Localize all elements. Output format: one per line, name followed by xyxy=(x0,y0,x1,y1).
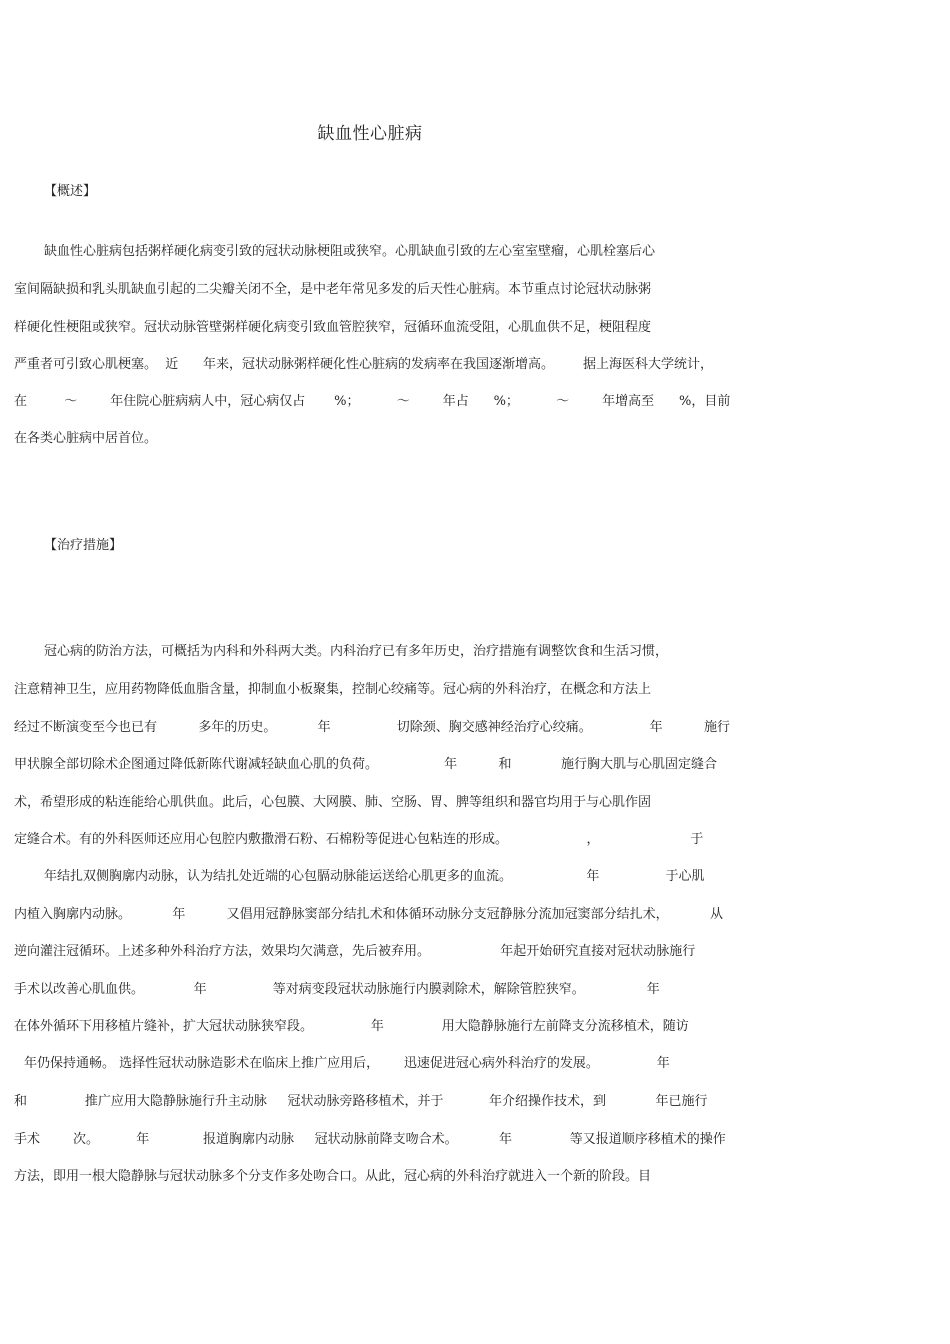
paragraph-line: 定缝合术。有的外科医师还应用心包腔内敷撒滑石粉、石棉粉等促进心包粘连的形成。 ， 于 xyxy=(14,832,704,847)
paragraph-line: 经过不断演变至今也已有 多年的历史。 年 切除颈、胸交感神经治疗心绞痛。 年 施行 xyxy=(14,720,730,735)
document-title: 缺血性心脏病 xyxy=(317,124,423,144)
paragraph-line: 和 推广应用大隐静脉施行升主动脉 冠状动脉旁路移植术，并于 年介绍操作技术，到 年已施行 xyxy=(14,1094,708,1109)
paragraph-line: 严重者可引致心肌梗塞。 近 年来，冠状动脉粥样硬化性心脏病的发病率在我国逐渐增高。 据上海医科大学统计， xyxy=(14,357,713,372)
paragraph-line: 逆向灌注冠循环。上述多种外科治疗方法，效果均欠满意，先后被弃用。 年起开始研究直接对冠状动脉施行 xyxy=(14,944,696,959)
paragraph-line: 年仍保持通畅。 选择性冠状动脉造影术在临床上推广应用后， 迅速促进冠心病外科治疗的发展。 年 xyxy=(24,1056,670,1071)
section-heading-treatment: 【治疗措施】 xyxy=(44,538,123,553)
paragraph-line: 冠心病的防治方法，可概括为内科和外科两大类。内科治疗已有多年历史，治疗措施有调整饮食和生活习惯， xyxy=(44,644,669,659)
paragraph-line: 手术 次。 年 报道胸廓内动脉 冠状动脉前降支吻合术。 年 等又报道顺序移植术的操作 xyxy=(14,1132,726,1147)
paragraph-line: 注意精神卫生，应用药物降低血脂含量，抑制血小板聚集，控制心绞痛等。冠心病的外科治疗，在概念和方法上 xyxy=(14,682,652,697)
paragraph-line: 样硬化性梗阻或狭窄。冠状动脉管壁粥样硬化病变引致血管腔狭窄，冠循环血流受阻，心肌血供不足，梗阻程度 xyxy=(14,320,652,335)
paragraph-line: 缺血性心脏病包括粥样硬化病变引致的冠状动脉梗阻或狭窄。心肌缺血引致的左心室室壁瘤，心肌栓塞后心 xyxy=(44,244,656,259)
paragraph-line: 方法，即用一根大隐静脉与冠状动脉多个分支作多处吻合口。从此，冠心病的外科治疗就进入一个新的阶段。目 xyxy=(14,1169,652,1184)
paragraph-line: 甲状腺全部切除术企图通过降低新陈代谢减轻缺血心肌的负荷。 年 和 施行胸大肌与心肌固定缝合 xyxy=(14,757,718,772)
paragraph-line: 手术以改善心肌血供。 年 等对病变段冠状动脉施行内膜剥除术，解除管腔狭窄。 年 xyxy=(14,982,660,997)
paragraph-line: 在体外循环下用移植片缝补，扩大冠状动脉狭窄段。 年 用大隐静脉施行左前降支分流移植术，随访 xyxy=(14,1019,689,1034)
section-heading-overview: 【概述】 xyxy=(44,184,97,199)
paragraph-line: 室间隔缺损和乳头肌缺血引起的二尖瓣关闭不全，是中老年常见多发的后天性心脏病。本节重点讨论冠状动脉粥 xyxy=(14,282,652,297)
paragraph-line: 在 ～ 年住院心脏病病人中，冠心病仅占 %； ～ 年占 %； ～ 年增高至 %，目前 xyxy=(14,394,731,409)
paragraph-line: 内植入胸廓内动脉。 年 又倡用冠静脉窦部分结扎术和体循环动脉分支冠静脉分流加冠窦部分结扎术， 从 xyxy=(14,907,723,922)
paragraph-line: 术，希望形成的粘连能给心肌供血。此后，心包膜、大网膜、肺、空肠、胃、脾等组织和器官均用于与心肌作固 xyxy=(14,795,652,810)
paragraph-line: 年结扎双侧胸廓内动脉，认为结扎处近端的心包膈动脉能运送给心肌更多的血流。 年 于心肌 xyxy=(44,869,705,884)
paragraph-line: 在各类心脏病中居首位。 xyxy=(14,431,158,446)
